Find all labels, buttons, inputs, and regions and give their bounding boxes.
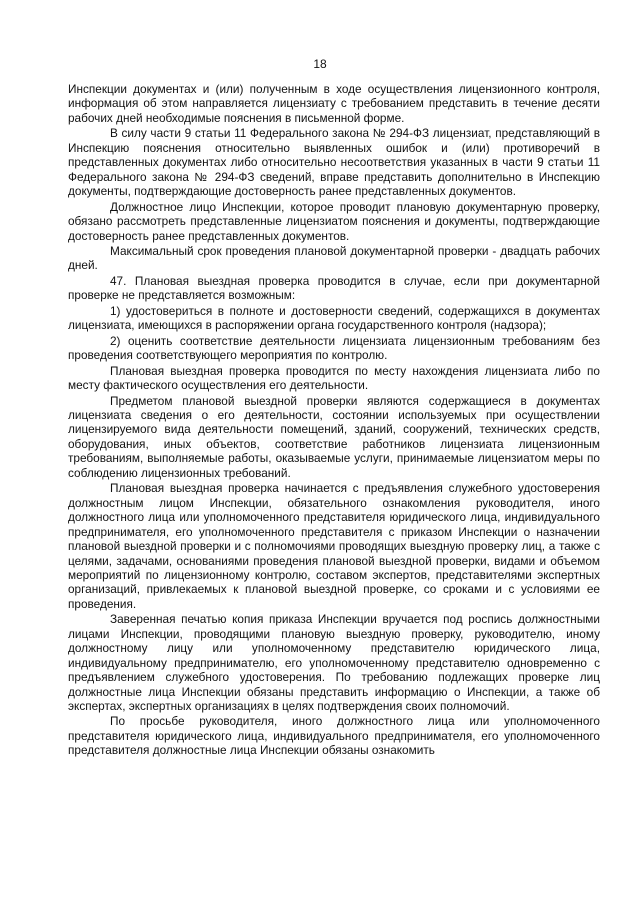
paragraph-article-9-part: В силу части 9 статьи 11 Федерального закона № 294-ФЗ лицензиат, представляющий в Инспекцию пояснения относительно выявленных ошибок и (или) противоречий в представленных документах либо относительно несоответствия указанных в части 9 статьи 11 Федерального закона № 294-ФЗ сведений, вправе представить дополнительно в Инспекцию документы, подтверждающие достоверность ранее представленных документов. [68, 126, 600, 199]
paragraph-place-of-inspection: Плановая выездная проверка проводится по месту нахождения лицензиата либо по месту фактического осуществления его деятельности. [68, 363, 600, 393]
paragraph-official-obliged: Должностное лицо Инспекции, которое проводит плановую документарную проверку, обязано рассмотреть представленные лицензиатом пояснения и документы, подтверждающие достоверность ранее представленных документов. [68, 199, 600, 243]
paragraph-start-of-inspection: Плановая выездная проверка начинается с предъявления служебного удостоверения должностным лицом Инспекции, обязательного ознакомления руководителя, иного должностного лица или уполномоченного представителя юридического лица, индивидуального предпринимателя, его уполномоченного представителя с приказом Инспекции о назначении плановой выездной проверки и с полномочиями проводящих выездную проверку лиц, а также с целями, задачами, основаниями проведения плановой выездной проверки, видами и объемом мероприятий по лицензионному контролю, составом экспертов, представителями экспертных организаций, привлекаемых к плановой выездной проверке, со сроками и с условиями ее проведения. [68, 481, 600, 611]
paragraph-subject-of-inspection: Предметом плановой выездной проверки являются содержащиеся в документах лицензиата сведения о его деятельности, состоянии используемых при осуществлении лицензируемого вида деятельности помещений, зданий, сооружений, технических средств, оборудования, иных объектов, соответствие работников лицензиата лицензионным требованиям, выполняемые работы, оказываемые услуги, принимаемые лицензиатом меры по соблюдению лицензионных требований. [68, 393, 600, 480]
paragraph-continuation-first: Инспекции документах и (или) полученным в ходе осуществления лицензионного контроля, информация об этом направляется лицензиату с требованием представить в течение десяти рабочих дней необходимые пояснения в письменной форме. [68, 82, 600, 125]
paragraph-certified-copy: Заверенная печатью копия приказа Инспекции вручается под роспись должностными лицами Инспекции, проводящими плановую выездную проверку, руководителю, иному должностному лицу или уполномоченному представителю юридического лица, индивидуальному предпринимателю, его уполномоченному представителю одновременно с предъявлением служебного удостоверения. По требованию подлежащих проверке лиц должностные лица Инспекции обязаны представить информацию о Инспекции, а также об экспертах, экспертных организациях в целях подтверждения своих полномочий. [68, 612, 600, 714]
paragraph-item-47: 47. Плановая выездная проверка проводится в случае, если при документарной проверке не представляется возможным: [68, 273, 600, 303]
paragraph-on-request: По просьбе руководителя, иного должностного лица или уполномоченного представителя юридического лица, индивидуального предпринимателя, его уполномоченного представителя должностные лица Инспекции обязаны ознакомить [68, 714, 600, 758]
page-number: 18 [313, 57, 327, 71]
document-body [68, 82, 600, 759]
paragraph-max-duration: Максимальный срок проведения плановой документарной проверки - двадцать рабочих дней. [68, 243, 600, 273]
paragraph-item-47-1: 1) удостовериться в полноте и достоверности сведений, содержащихся в документах лицензиата, имеющихся в распоряжении органа государственного контроля (надзора); [68, 303, 600, 333]
paragraph-item-47-2: 2) оценить соответствие деятельности лицензиата лицензионным требованиям без проведения соответствующего мероприятия по контролю. [68, 333, 600, 363]
